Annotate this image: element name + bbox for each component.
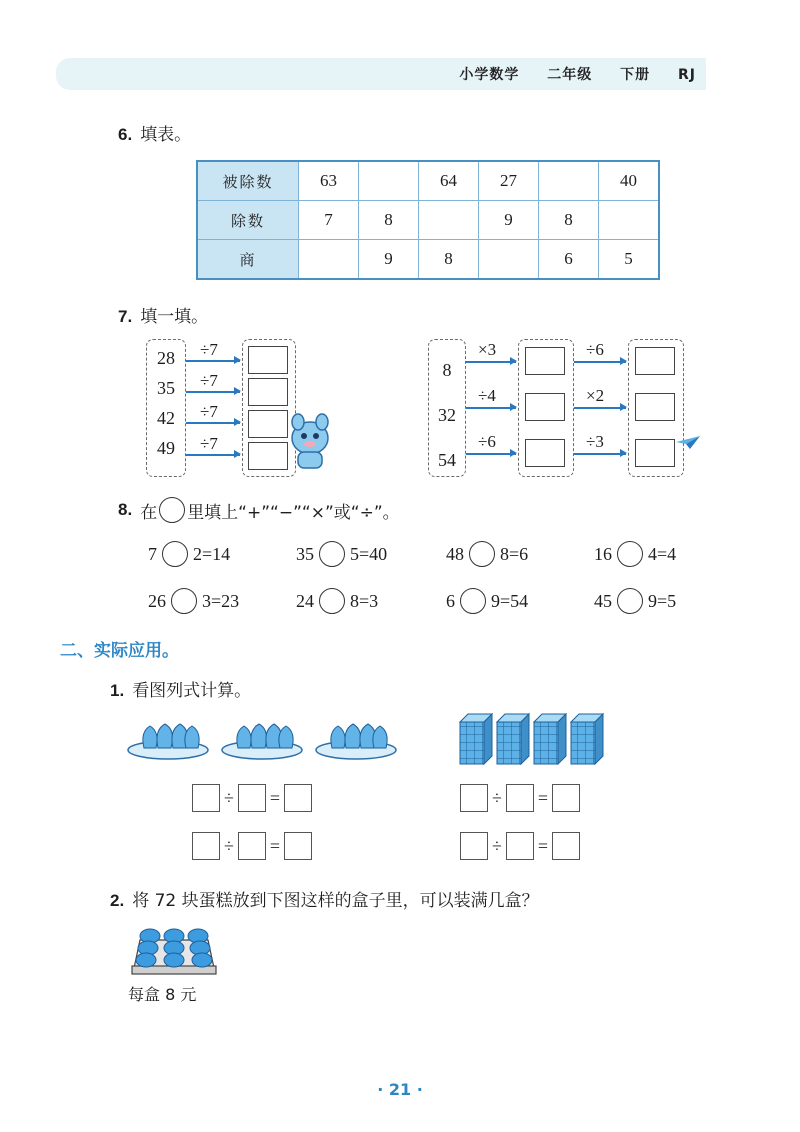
header-info — [445, 64, 696, 84]
q7-left-numbers: 28 35 42 49 — [157, 348, 175, 458]
answer-box[interactable] — [635, 439, 675, 467]
answer-box[interactable] — [238, 832, 266, 860]
table-cell[interactable]: 63 — [299, 161, 359, 201]
table-row — [197, 240, 659, 280]
q8-equation: 24 8 =3 — [296, 586, 378, 616]
row-label: 被除数 — [197, 161, 299, 201]
q8-equation: 16 4 =4 — [594, 539, 676, 569]
arrow-icon — [466, 453, 516, 455]
arrow-icon — [466, 361, 516, 363]
operator-circle[interactable] — [617, 541, 643, 567]
op-label: ÷7 — [200, 371, 218, 390]
q8-equation: 48 8 =6 — [446, 539, 528, 569]
op-label: ÷7 — [200, 402, 218, 421]
plate-icon — [222, 724, 302, 759]
operator-circle[interactable] — [617, 588, 643, 614]
table-cell[interactable]: 8 — [419, 240, 479, 280]
header-subject: 小学数学 — [459, 67, 520, 83]
page-number: · 21 · — [377, 1080, 423, 1099]
cube-stack-icon — [571, 714, 603, 764]
table-cell[interactable]: 9 — [359, 240, 419, 280]
table-cell[interactable]: 8 — [539, 201, 599, 240]
op-label: ÷4 — [478, 386, 496, 405]
s2-q2-title: 2. 将 72 块蛋糕放到下图这样的盒子里，可以装满几盒？ — [110, 891, 539, 911]
cube-stack-icon — [460, 714, 492, 764]
table-row — [197, 161, 659, 201]
answer-box[interactable] — [238, 784, 266, 812]
answer-box[interactable] — [192, 784, 220, 812]
cube-stack-icon — [534, 714, 566, 764]
op-label: ×2 — [586, 386, 605, 405]
answer-box[interactable] — [635, 393, 675, 421]
division-equation: ÷ = — [192, 784, 312, 812]
q8-equation: 26 3 =23 — [148, 586, 239, 616]
table-cell[interactable]: 5 — [599, 240, 660, 280]
table-cell[interactable] — [539, 161, 599, 201]
cube-stacks-image — [458, 710, 608, 768]
table-cell[interactable] — [299, 240, 359, 280]
division-equation: ÷ = — [460, 832, 580, 860]
answer-box[interactable] — [506, 784, 534, 812]
pear-plates-image — [126, 718, 402, 764]
table-cell[interactable]: 40 — [599, 161, 660, 201]
cake-box-image — [128, 918, 220, 976]
paper-plane-icon — [676, 434, 700, 450]
cube-stack-icon — [497, 714, 529, 764]
q8-equation: 35 5 =40 — [296, 539, 387, 569]
q8-equation: 45 9 =5 — [594, 586, 676, 616]
table-row — [197, 201, 659, 240]
division-equation: ÷ = — [460, 784, 580, 812]
q7-right-numbers: 8 32 54 — [438, 360, 456, 470]
answer-box[interactable] — [552, 784, 580, 812]
op-label: ÷6 — [478, 432, 496, 451]
q8-equation: 7 2 =14 — [148, 539, 230, 569]
plate-icon — [128, 724, 208, 759]
row-label: 商 — [197, 240, 299, 280]
operator-circle[interactable] — [319, 588, 345, 614]
operator-circle[interactable] — [469, 541, 495, 567]
answer-box[interactable] — [460, 784, 488, 812]
division-equation: ÷ = — [192, 832, 312, 860]
operator-circle[interactable] — [162, 541, 188, 567]
arrow-icon — [186, 454, 240, 456]
answer-box[interactable] — [248, 346, 288, 374]
answer-box[interactable] — [460, 832, 488, 860]
table-cell[interactable]: 6 — [539, 240, 599, 280]
s2-q1-title: 1. 看图列式计算。 — [110, 681, 252, 701]
price-label: 每盒 8 元 — [128, 985, 197, 1004]
op-label: ÷7 — [200, 340, 218, 359]
section-title: 二、实际应用。 — [60, 641, 179, 661]
table-cell[interactable]: 64 — [419, 161, 479, 201]
table-cell[interactable]: 27 — [479, 161, 539, 201]
operator-circle[interactable] — [319, 541, 345, 567]
mascot-icon — [284, 412, 334, 470]
operator-circle[interactable] — [460, 588, 486, 614]
q6-table — [196, 160, 660, 280]
table-cell[interactable] — [479, 240, 539, 280]
arrow-icon — [574, 453, 626, 455]
arrow-icon — [466, 407, 516, 409]
row-label: 除数 — [197, 201, 299, 240]
plate-icon — [316, 724, 396, 759]
q8-equation: 6 9 =54 — [446, 586, 528, 616]
answer-box[interactable] — [192, 832, 220, 860]
circle-icon — [159, 497, 185, 523]
answer-box[interactable] — [284, 832, 312, 860]
operator-circle[interactable] — [171, 588, 197, 614]
q6-title: 6. 填表。 — [118, 125, 192, 145]
answer-box[interactable] — [552, 832, 580, 860]
op-label: ×3 — [478, 340, 497, 359]
answer-box[interactable] — [248, 442, 288, 470]
q7-title: 7. 填一填。 — [118, 307, 209, 327]
table-cell[interactable]: 8 — [359, 201, 419, 240]
answer-box[interactable] — [525, 439, 565, 467]
arrow-icon — [574, 407, 626, 409]
header-edition: RJ — [678, 67, 696, 83]
op-label: ÷7 — [200, 434, 218, 453]
header-grade: 二年级 — [547, 67, 593, 83]
arrow-icon — [186, 391, 240, 393]
op-label: ÷3 — [586, 432, 604, 451]
answer-box[interactable] — [635, 347, 675, 375]
answer-box[interactable] — [525, 393, 565, 421]
header-volume: 下册 — [620, 67, 651, 83]
arrow-icon — [186, 422, 240, 424]
arrow-icon — [186, 360, 240, 362]
answer-box[interactable] — [525, 347, 565, 375]
table-cell[interactable]: 7 — [299, 201, 359, 240]
arrow-icon — [574, 361, 626, 363]
answer-box[interactable] — [284, 784, 312, 812]
answer-box[interactable] — [248, 410, 288, 438]
answer-box[interactable] — [506, 832, 534, 860]
answer-box[interactable] — [248, 378, 288, 406]
table-cell[interactable] — [599, 201, 660, 240]
table-cell[interactable] — [359, 161, 419, 201]
table-cell[interactable]: 9 — [479, 201, 539, 240]
table-cell[interactable] — [419, 201, 479, 240]
op-label: ÷6 — [586, 340, 604, 359]
q8-title: 8. 在 里填上“+”“−”“×”或“÷”。 — [118, 497, 400, 523]
